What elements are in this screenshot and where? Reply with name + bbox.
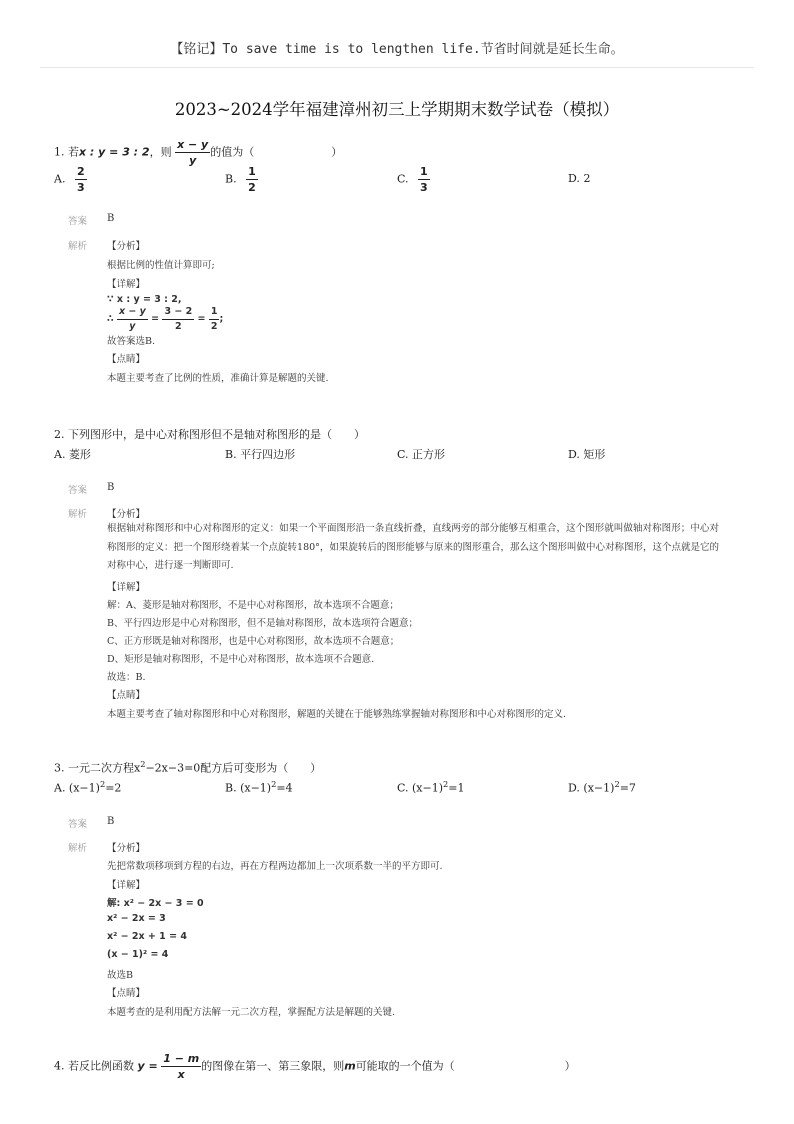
q1-line: 故答案选B.: [107, 336, 156, 347]
q2-option-a: A. 菱形: [54, 448, 91, 461]
q2-line: 【详解】: [107, 582, 146, 593]
q2-answer-label: 答案: [68, 485, 88, 496]
q3-line: 故选B: [107, 970, 133, 981]
motto-banner: 【铭记】To save time is to lengthen life.节省时间就是延长生命。: [170, 42, 624, 57]
question-1-stem: [54, 139, 342, 166]
q1-line: 【分析】: [107, 241, 146, 252]
q3-line: 解: x² − 2x − 3 = 0: [107, 898, 204, 909]
q1-option-d: D. 2: [568, 172, 591, 185]
q1-line: ∵ x : y = 3 : 2,: [107, 294, 182, 305]
q3-answer: B: [107, 816, 115, 827]
q2-option-c: C. 正方形: [397, 448, 446, 461]
q2-option-b: B. 平行四边形: [225, 448, 296, 461]
q3-line: x² − 2x + 1 = 4: [107, 931, 187, 942]
question-3-stem: 3. 一元二次方程$x^2-2x-3=0$配方后可变形为（ ）: [54, 759, 322, 775]
q2-line: 本题主要考查了轴对称图形和中心对称图形，解题的关键在于能够熟练掌握轴对称图形和中心对称图形的定义.: [107, 709, 567, 720]
q1-option-b: B. $\frac{1}{2}$: [225, 165, 256, 194]
q1-analysis-label: 解析: [68, 241, 88, 252]
q1-line: 本题主要考查了比例的性质，准确计算是解题的关键.: [107, 373, 329, 384]
q2-line: B、平行四边形是中心对称图形，但不是轴对称图形，故本选项符合题意；: [107, 618, 418, 629]
q2-answer: B: [107, 482, 115, 493]
q1-suffix: 的值为（ ）: [210, 145, 343, 159]
q1-prefix: 1. 若: [54, 145, 79, 159]
q3-line: 【详解】: [107, 880, 146, 891]
q1-answer-label: 答案: [68, 216, 88, 227]
q2-option-d: D. 矩形: [568, 448, 606, 461]
q3-line: 【分析】: [107, 843, 146, 854]
q1-line: 根据比例的性值计算即可;: [107, 260, 215, 271]
q1-line: 【详解】: [107, 279, 146, 290]
q1-fraction: $\frac{x - y}{y}$: [177, 138, 209, 167]
q3-analysis-label: 解析: [68, 843, 88, 854]
page-title: 2023~2024学年福建漳州初三上学期期末数学试卷（模拟）: [174, 100, 620, 119]
q1-line: 【点睛】: [107, 354, 146, 365]
q2-line: 故选：B.: [107, 672, 146, 683]
q1-option-c: C. $\frac{1}{3}$: [397, 165, 428, 194]
q3-line: 【点睛】: [107, 988, 146, 999]
header-divider: [40, 67, 754, 68]
q3-line: 先把常数项移项到方程的右边，再在方程两边都加上一次项系数一半的平方即可.: [107, 861, 443, 872]
q2-line: 【点睛】: [107, 690, 146, 701]
q3-option-c: C. $(x-1)^2=1$: [397, 779, 465, 795]
q2-analysis-label: 解析: [68, 509, 88, 520]
q3-line: x² − 2x = 3: [107, 913, 166, 924]
q2-line: D、矩形是轴对称图形，不是中心对称图形，故本选项不合题意.: [107, 654, 375, 665]
question-2-stem: 2. 下列图形中，是中心对称图形但不是轴对称图形的是（ ）: [54, 428, 365, 441]
q3-option-d: D. $(x-1)^2=7$: [568, 779, 636, 795]
q2-analysis-paragraph: 根据轴对称图形和中心对称图形的定义：如果一个平面图形沿一条直线折叠，直线两旁的部分能够互相重合，这个图形就叫做轴对称图形；中心对称图形的定义：把一个图形绕着某一个点旋转180°，如果旋转后的图形能够与原来的图形重合，那么这个图形叫做中心对称图形，这个点就是它的对称中心，进行逐一判断即可.: [107, 523, 719, 571]
q1-mid: ，则: [149, 145, 172, 159]
q3-option-b: B. $(x-1)^2=4$: [225, 779, 293, 795]
q1-condition: x : y = 3 : 2: [79, 145, 150, 159]
q2-line: 解：A、菱形是轴对称图形，不是中心对称图形，故本选项不合题意；: [107, 600, 399, 611]
q2-line: C、正方形既是轴对称图形，也是中心对称图形，故本选项不合题意；: [107, 636, 400, 647]
q1-option-a: A. $\frac{2}{3}$: [54, 165, 85, 194]
q1-formula-line: ∴ $\frac{x - y}{y}$ = $\frac{3 - 2}{2}$ = $\frac{1}{2}$ ;: [107, 306, 224, 332]
question-4-stem: 4. 若反比例函数 y = $\frac{1 - m}{x}$ 的图像在第一、第三象限，则m可能取的一个值为（ ）: [54, 1052, 576, 1081]
q1-answer: B: [107, 213, 115, 224]
q3-line: (x − 1)² = 4: [107, 949, 169, 960]
q3-line: 本题考查的是利用配方法解一元二次方程，掌握配方法是解题的关键.: [107, 1007, 396, 1018]
q3-answer-label: 答案: [68, 819, 88, 830]
q2-line: 【分析】: [107, 509, 146, 520]
q3-option-a: A. $(x-1)^2=2$: [54, 779, 122, 795]
